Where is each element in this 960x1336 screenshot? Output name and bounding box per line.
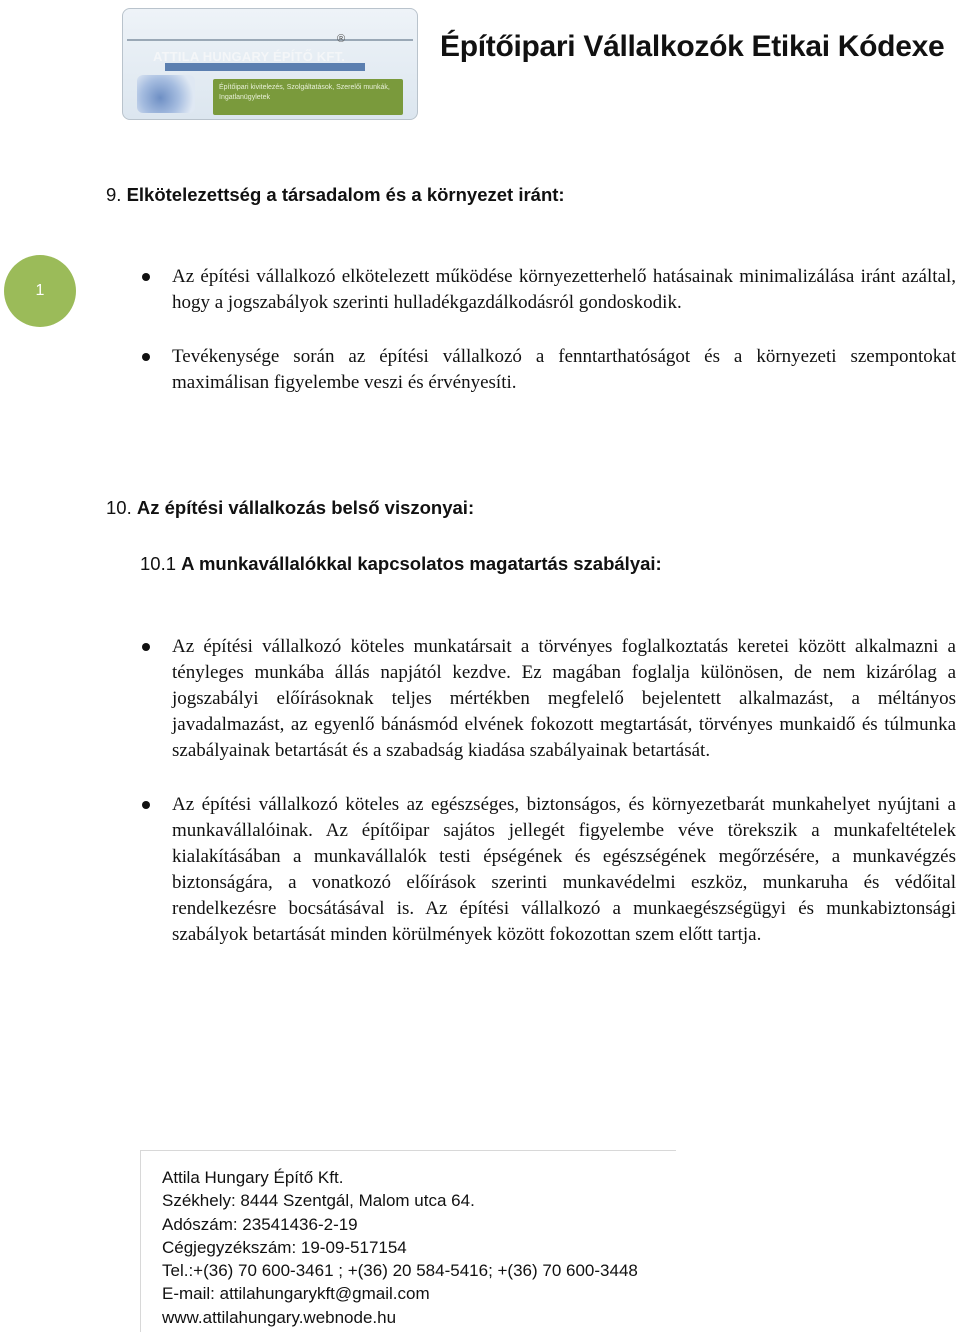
section-number: 10. — [106, 497, 132, 518]
footer-phone: Tel.:+(36) 70 600-3461 ; +(36) 20 584-5416; +(36) 70 600-3448 — [162, 1261, 638, 1281]
section-number: 9. — [106, 184, 122, 205]
section-9-heading — [106, 184, 565, 206]
bullet-icon — [142, 273, 150, 281]
list-item-text: Az építési vállalkozó köteles munkatársait a törvényes foglalkoztatás keretei között alkalmazni a tényleges munkába állás napjától kezdve. Ez magában foglalja különösen, de nem kizárólag a jogszabályi előírásoknak teljes mértékben megfelelő bejelentett alkalmazást, a méltányos javadalmazást, az egyenlő bánásmód elvének fokozott megtartását, törvényes munkaidő és túlmunka szabályainak betartását és a szabadság kiadása szabályainak betartását. — [172, 636, 956, 761]
section-10-1-heading — [140, 553, 662, 575]
list-item-text: Az építési vállalkozó köteles az egészséges, biztonságos, és környezetbarát munkahelyet nyújtani a munkavállalóinak. Az építőipar sajátos jellegét figyelembe véve törekszik a munkafeltételek kialakításában a munkavállalók testi épségének és egészségének megőrzésére, a munkavégzés biztonságára, a vonatkozó előírások szerinti munkavédelmi eszköz, munkaruha és védőital rendelkezésre bocsátásával is. Az építési vállalkozó a munkaegészségügyi és munkabiztonsági szabályok betartását minden körülmények között fokozottan szem előtt tartja. — [172, 794, 956, 945]
list-item — [138, 264, 956, 316]
section-title: A munkavállalókkal kapcsolatos magatartás szabályai: — [181, 553, 662, 574]
footer-website: www.attilahungary.webnode.hu — [162, 1307, 397, 1327]
list-item — [138, 792, 956, 948]
footer-side-divider — [140, 1150, 141, 1332]
section-title: Az építési vállalkozás belső viszonyai: — [136, 497, 475, 518]
page-number-badge: 1 — [4, 255, 76, 327]
logo-registered-mark: ® — [337, 33, 346, 45]
company-logo — [122, 8, 418, 120]
bullet-icon — [142, 643, 150, 651]
list-item-text: Tevékenysége során az építési vállalkozó a fenntarthatóságot és a környezeti szempontokat maximálisan figyelembe veszi és érvényesíti. — [172, 346, 956, 393]
section-number: 10.1 — [140, 553, 177, 574]
section-10-heading — [106, 497, 474, 519]
logo-graphic — [137, 75, 195, 113]
company-footer — [162, 1166, 638, 1329]
logo-divider — [127, 39, 413, 41]
section-title: Elkötelezettség a társadalom és a környezet iránt: — [126, 184, 565, 205]
logo-company-name: ATTILA HUNGARY ÉPÍTŐ KFT. — [153, 49, 346, 64]
footer-tax-number: Adószám: 23541436-2-19 — [162, 1214, 358, 1234]
list-item-text: Az építési vállalkozó elkötelezett működése környezetterhelő hatásainak minimalizálása iránt azáltal, hogy a jogszabályok szerinti hulladékgazdálkodásról gondoskodik. — [172, 266, 956, 313]
footer-registration-number: Cégjegyzékszám: 19-09-517154 — [162, 1237, 407, 1257]
section-9-list — [138, 264, 956, 396]
logo-band — [165, 63, 365, 71]
logo-tagline: Építőipari kivitelezés, Szolgáltatások, Szerelői munkák, Ingatlanügyletek — [219, 84, 390, 101]
footer-divider — [140, 1150, 676, 1151]
list-item — [138, 634, 956, 764]
footer-address: Székhely: 8444 Szentgál, Malom utca 64. — [162, 1191, 475, 1211]
footer-company-name: Attila Hungary Építő Kft. — [162, 1168, 344, 1187]
footer-email: E-mail: attilahungarykft@gmail.com — [162, 1284, 430, 1304]
bullet-icon — [142, 801, 150, 809]
list-item — [138, 344, 956, 396]
document-title: Építőipari Vállalkozók Etikai Kódexe — [440, 30, 945, 63]
section-10-1-list — [138, 634, 956, 948]
bullet-icon — [142, 353, 150, 361]
